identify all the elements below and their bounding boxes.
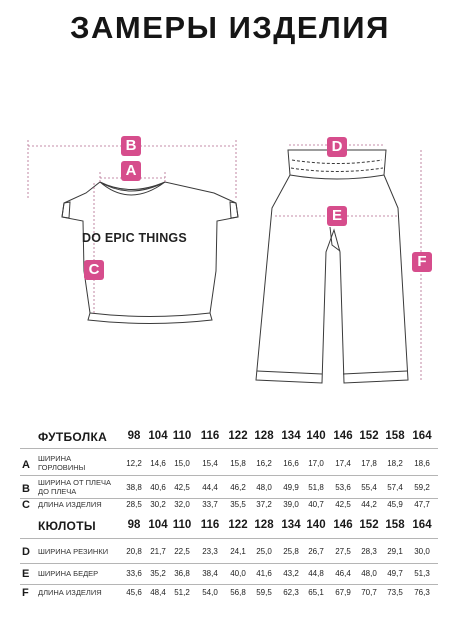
table-cell: 35,5 bbox=[230, 500, 246, 509]
tshirt-collar bbox=[100, 182, 165, 195]
table-cell: 45,6 bbox=[126, 588, 142, 597]
table-cell: 15,8 bbox=[230, 459, 246, 468]
size-header: 128 bbox=[254, 519, 274, 531]
marker-d: D bbox=[327, 137, 347, 157]
table-cell: 12,2 bbox=[126, 459, 142, 468]
table-cell: 54,0 bbox=[202, 588, 218, 597]
culottes-guides bbox=[275, 145, 421, 380]
row-label: ДЛИНА ИЗДЕЛИЯ bbox=[38, 500, 102, 509]
tshirt-table-header bbox=[0, 430, 460, 450]
table-cell: 40,0 bbox=[230, 569, 246, 578]
size-header: 98 bbox=[127, 430, 141, 442]
table-cell: 40,6 bbox=[150, 483, 166, 492]
row-letter: F bbox=[22, 587, 29, 599]
size-header: 116 bbox=[200, 519, 220, 531]
table-cell: 44,4 bbox=[202, 483, 218, 492]
table-cell: 67,9 bbox=[335, 588, 351, 597]
table-cell: 53,6 bbox=[335, 483, 351, 492]
marker-e: E bbox=[327, 206, 347, 226]
table-cell: 51,3 bbox=[414, 569, 430, 578]
table-cell: 25,8 bbox=[283, 547, 299, 556]
table-cell: 40,7 bbox=[308, 500, 324, 509]
tshirt-drawing bbox=[62, 182, 238, 324]
table-cell: 51,8 bbox=[308, 483, 324, 492]
table-cell: 21,7 bbox=[150, 547, 166, 556]
size-header: 152 bbox=[359, 519, 379, 531]
size-header: 128 bbox=[254, 430, 274, 442]
size-header: 140 bbox=[306, 430, 326, 442]
size-header: 110 bbox=[172, 519, 192, 531]
row-letter: D bbox=[22, 546, 30, 558]
row-label: ШИРИНА ГОРЛОВИНЫ bbox=[38, 454, 86, 472]
table-cell: 22,5 bbox=[174, 547, 190, 556]
table-cell: 36,8 bbox=[174, 569, 190, 578]
size-header: 164 bbox=[412, 430, 432, 442]
table-cell: 18,6 bbox=[414, 459, 430, 468]
table-cell: 44,8 bbox=[308, 569, 324, 578]
row-label: ДЛИНА ИЗДЕЛИЯ bbox=[38, 588, 102, 597]
size-header: 146 bbox=[333, 430, 353, 442]
table-cell: 47,7 bbox=[414, 500, 430, 509]
table-cell: 45,9 bbox=[387, 500, 403, 509]
table-cell: 17,4 bbox=[335, 459, 351, 468]
table-cell: 17,0 bbox=[308, 459, 324, 468]
culottes-hem bbox=[257, 371, 407, 374]
table-cell: 15,4 bbox=[202, 459, 218, 468]
marker-a: A bbox=[121, 161, 141, 181]
table-cell: 73,5 bbox=[387, 588, 403, 597]
size-header: 134 bbox=[281, 430, 301, 442]
table-cell: 46,4 bbox=[335, 569, 351, 578]
table-cell: 27,5 bbox=[335, 547, 351, 556]
table-cell: 57,4 bbox=[387, 483, 403, 492]
table-cell: 23,3 bbox=[202, 547, 218, 556]
size-header: 164 bbox=[412, 519, 432, 531]
size-header: 98 bbox=[127, 519, 141, 531]
size-header: 158 bbox=[385, 430, 405, 442]
table-cell: 17,8 bbox=[361, 459, 377, 468]
table-cell: 35,2 bbox=[150, 569, 166, 578]
tshirt-table-title: ФУТБОЛКА bbox=[38, 430, 108, 444]
size-header: 122 bbox=[228, 430, 248, 442]
row-letter: E bbox=[22, 568, 30, 580]
table-row-b bbox=[0, 478, 460, 498]
row-label: ШИРИНА РЕЗИНКИ bbox=[38, 547, 109, 556]
table-cell: 59,5 bbox=[256, 588, 272, 597]
table-cell: 51,2 bbox=[174, 588, 190, 597]
table-cell: 28,3 bbox=[361, 547, 377, 556]
size-header: 122 bbox=[228, 519, 248, 531]
table-cell: 42,5 bbox=[335, 500, 351, 509]
table-cell: 30,2 bbox=[150, 500, 166, 509]
culottes-drawing bbox=[256, 150, 408, 383]
table-cell: 44,2 bbox=[361, 500, 377, 509]
table-cell: 37,2 bbox=[256, 500, 272, 509]
garment-sketches bbox=[0, 126, 460, 396]
table-cell: 14,6 bbox=[150, 459, 166, 468]
table-cell: 32,0 bbox=[174, 500, 190, 509]
culottes-table-title: КЮЛОТЫ bbox=[38, 519, 96, 533]
table-divider bbox=[20, 448, 438, 449]
table-cell: 48,0 bbox=[361, 569, 377, 578]
table-cell: 65,1 bbox=[308, 588, 324, 597]
table-cell: 38,8 bbox=[126, 483, 142, 492]
marker-f: F bbox=[412, 252, 432, 272]
marker-b: B bbox=[121, 136, 141, 156]
tshirt-outline bbox=[62, 182, 238, 317]
table-cell: 70,7 bbox=[361, 588, 377, 597]
table-cell: 48,4 bbox=[150, 588, 166, 597]
table-cell: 30,0 bbox=[414, 547, 430, 556]
culottes-waist-gathers bbox=[291, 160, 383, 172]
table-row-c bbox=[0, 499, 460, 519]
tshirt-left-cuff bbox=[62, 202, 70, 218]
table-cell: 33,7 bbox=[202, 500, 218, 509]
table-cell: 48,0 bbox=[256, 483, 272, 492]
table-cell: 20,8 bbox=[126, 547, 142, 556]
table-cell: 42,5 bbox=[174, 483, 190, 492]
table-cell: 49,7 bbox=[387, 569, 403, 578]
size-header: 158 bbox=[385, 519, 405, 531]
table-divider bbox=[20, 475, 438, 476]
table-cell: 55,4 bbox=[361, 483, 377, 492]
table-cell: 39,0 bbox=[283, 500, 299, 509]
row-letter: C bbox=[22, 499, 30, 511]
row-label: ШИРИНА БЕДЕР bbox=[38, 569, 99, 578]
table-cell: 26,7 bbox=[308, 547, 324, 556]
table-cell: 18,2 bbox=[387, 459, 403, 468]
marker-c: C bbox=[84, 260, 104, 280]
row-letter: A bbox=[22, 459, 30, 471]
table-cell: 16,6 bbox=[283, 459, 299, 468]
table-cell: 24,1 bbox=[230, 547, 246, 556]
size-header: 134 bbox=[281, 519, 301, 531]
table-cell: 59,2 bbox=[414, 483, 430, 492]
table-cell: 46,2 bbox=[230, 483, 246, 492]
table-cell: 49,9 bbox=[283, 483, 299, 492]
table-row-f bbox=[0, 587, 460, 607]
tshirt-print-text: DO EPIC THINGS bbox=[82, 231, 187, 245]
table-cell: 38,4 bbox=[202, 569, 218, 578]
table-cell: 28,5 bbox=[126, 500, 142, 509]
table-cell: 29,1 bbox=[387, 547, 403, 556]
table-cell: 56,8 bbox=[230, 588, 246, 597]
table-divider bbox=[20, 538, 438, 539]
table-cell: 76,3 bbox=[414, 588, 430, 597]
table-row-e bbox=[0, 568, 460, 588]
size-header: 104 bbox=[148, 430, 168, 442]
tshirt-right-cuff bbox=[230, 202, 238, 218]
size-header: 146 bbox=[333, 519, 353, 531]
table-cell: 25,0 bbox=[256, 547, 272, 556]
size-header: 110 bbox=[172, 430, 192, 442]
table-cell: 62,3 bbox=[283, 588, 299, 597]
row-letter: B bbox=[22, 483, 30, 495]
table-cell: 43,2 bbox=[283, 569, 299, 578]
table-divider bbox=[20, 563, 438, 564]
culottes-table-header bbox=[0, 519, 460, 539]
table-cell: 15,0 bbox=[174, 459, 190, 468]
table-cell: 16,2 bbox=[256, 459, 272, 468]
table-cell: 33,6 bbox=[126, 569, 142, 578]
page-title: ЗАМЕРЫ ИЗДЕЛИЯ bbox=[70, 10, 390, 45]
table-cell: 41,6 bbox=[256, 569, 272, 578]
size-header: 140 bbox=[306, 519, 326, 531]
size-header: 104 bbox=[148, 519, 168, 531]
size-header: 152 bbox=[359, 430, 379, 442]
table-row-a bbox=[0, 454, 460, 474]
size-header: 116 bbox=[200, 430, 220, 442]
table-divider bbox=[20, 584, 438, 585]
row-label: ШИРИНА ОТ ПЛЕЧА ДО ПЛЕЧА bbox=[38, 478, 111, 496]
